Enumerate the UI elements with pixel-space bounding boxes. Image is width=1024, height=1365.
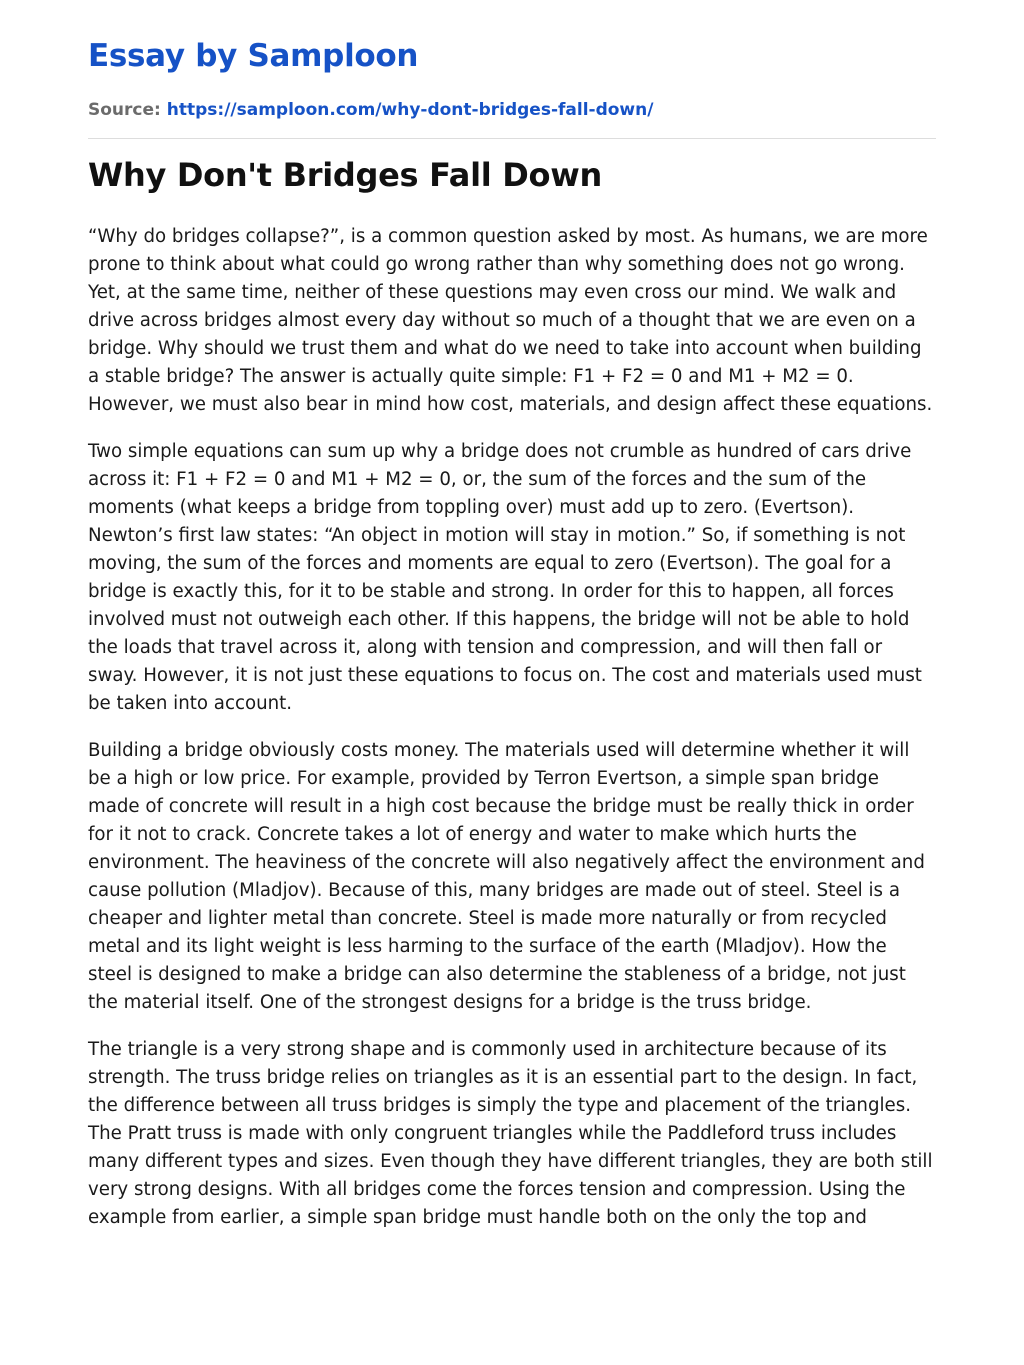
essay-paragraph: Building a bridge obviously costs money. The materials used will determine whether it will be a high or low price. For example, provided by Terron Evertson, a simple span bridge made of concrete will result in a high cost because the bridge must be really thick in order for it not to crack. Concrete takes a lot of energy and water to make which hurts the environment. The heaviness of the concrete will also negatively affect the environment and cause pollution (Mladjov). Because of this, many bridges are made out of steel. Steel is a cheaper and lighter metal than concrete. Steel is made more naturally or from recycled metal and its light weight is less harming to the surface of the earth (Mladjov). How the steel is designed to make a bridge can also determine the stableness of a bridge, not just the material itself. One of the strongest designs for a bridge is the truss bridge. bbox=[88, 740, 925, 1013]
essay-page bbox=[88, 0, 936, 1251]
essay-paragraph: The triangle is a very strong shape and is commonly used in architecture because of its strength. The truss bridge relies on triangles as it is an essential part to the design. In fact, the difference between all truss bridges is simply the type and placement of the triangles. The Pratt truss is made with only congruent triangles while the Paddleford truss includes many different types and sizes. Even though they have different triangles, they are both still very strong designs. With all bridges come the forces tension and compression. Using the example from earlier, a simple span bridge must handle both on the only the top and bbox=[88, 1039, 933, 1228]
source-link[interactable]: https://samploon.com/why-dont-bridges-fall-down/ bbox=[166, 100, 654, 120]
essay-body bbox=[88, 223, 936, 1232]
essay-paragraph: “Why do bridges collapse?”, is a common question asked by most. As humans, we are more prone to think about what could go wrong rather than why something does not go wrong. Yet, at the same time, neither of these questions may even cross our mind. We walk and drive across bridges almost every day without so much of a thought that we are even on a bridge. Why should we trust them and what do we need to take into account when building a stable bridge? The answer is actually quite simple: F1 + F2 = 0 and M1 + M2 = 0. However, we must also bear in mind how cost, materials, and design affect these equations. bbox=[88, 226, 933, 415]
source-label: Source: bbox=[88, 100, 161, 120]
header-divider bbox=[88, 138, 936, 139]
essay-paragraph: Two simple equations can sum up why a bridge does not crumble as hundred of cars drive across it: F1 + F2 = 0 and M1 + M2 = 0, or, the sum of the forces and the sum of the moments (what keeps a bridge from toppling over) must add up to zero. (Evertson). Newton’s first law states: “An object in motion will stay in motion.” So, if something is not moving, the sum of the forces and moments are equal to zero (Evertson). The goal for a bridge is exactly this, for it to be stable and strong. In order for this to happen, all forces involved must not outweigh each other. If this happens, the bridge will not be able to hold the loads that travel across it, along with tension and compression, and will then fall or sway. However, it is not just these equations to focus on. The cost and materials used must be taken into account. bbox=[88, 441, 922, 714]
brand-title: Essay by Samploon bbox=[88, 38, 419, 74]
source-line bbox=[88, 98, 936, 122]
essay-title: Why Don't Bridges Fall Down bbox=[88, 156, 602, 194]
